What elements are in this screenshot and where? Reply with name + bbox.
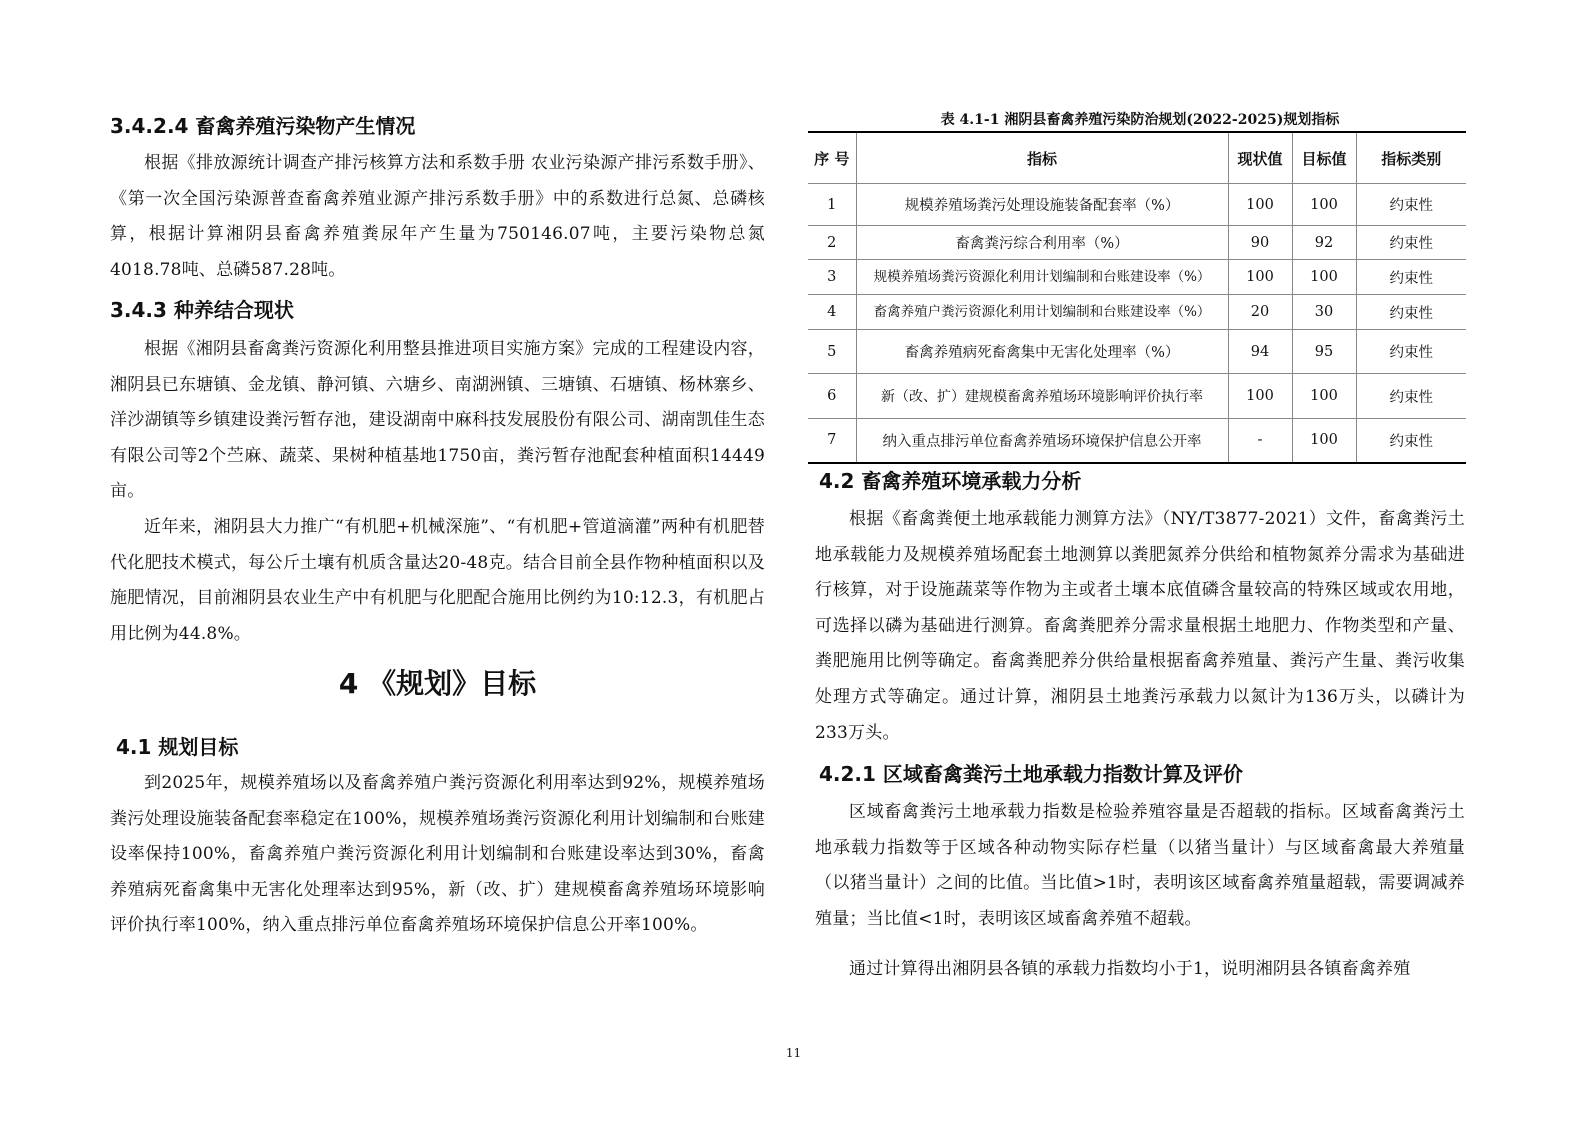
section-heading-3424: 3.4.2.4 畜禽养殖污染物产生情况 — [110, 114, 416, 138]
cell: 30 — [1292, 295, 1356, 330]
paragraph-42: 根据《畜禽粪便土地承载能力测算方法》（NY/T3877-2021）文件，畜禽粪污土地承载能力及规模养殖场配套土地测算以粪肥氮养分供给和植物氮养分需求为基础进行核算，对于设施蔬菜等作物为主或者土壤本底值磷含量较高的特殊区域或农用地，可选择以磷为基础进行测算。畜禽粪肥养分需求量根据土地肥力、作物类型和产量、粪肥施用比例等确定。畜禽粪肥养分供给量根据畜禽养殖量、粪污产生量、粪污收集处理方式等确定。通过计算，湘阴县土地粪污承载力以氮计为136万头，以磷计为233万头。 — [815, 509, 1465, 743]
cell: 7 — [808, 419, 856, 463]
section-heading-421: 4.2.1 区域畜禽粪污土地承载力指数计算及评价 — [819, 762, 1243, 786]
cell: 畜禽粪污综合利用率（%） — [856, 226, 1228, 260]
cell: 4 — [808, 295, 856, 330]
cell: 3 — [808, 260, 856, 295]
cell: 畜禽养殖户粪污资源化利用计划编制和台账建设率（%） — [856, 295, 1228, 330]
cell: 约束性 — [1356, 374, 1466, 419]
cell: 1 — [808, 184, 856, 226]
header-cell: 序 号 — [808, 132, 856, 184]
paragraph-421-a: 区域畜禽粪污土地承载力指数是检验养殖容量是否超载的指标。区域畜禽粪污土地承载力指数等于区域各种动物实际存栏量（以猪当量计）与区域畜禽最大养殖量（以猪当量计）之间的比值。当比值>1时，表明该区域畜禽养殖量超载，需要调减养殖量；当比值<1时，表明该区域畜禽养殖不超载。 — [815, 802, 1465, 929]
cell: 约束性 — [1356, 260, 1466, 295]
chapter-title: 4 《规划》目标 — [338, 667, 537, 700]
cell: 100 — [1292, 260, 1356, 295]
indicator-table — [808, 131, 1466, 464]
header-cell: 目标值 — [1292, 132, 1356, 184]
paragraph-421-b: 通过计算得出湘阴县各镇的承载力指数均小于1，说明湘阴县各镇畜禽养殖 — [849, 959, 1411, 979]
table-row — [808, 260, 1466, 295]
cell: 纳入重点排污单位畜禽养殖场环境保护信息公开率 — [856, 419, 1228, 463]
paragraph-343-a: 根据《湘阴县畜禽粪污资源化利用整县推进项目实施方案》完成的工程建设内容，湘阴县已东塘镇、金龙镇、静河镇、六塘乡、南湖洲镇、三塘镇、石塘镇、杨林寨乡、洋沙湖镇等乡镇建设粪污暂存池，建设湖南中麻科技发展股份有限公司、湖南凯佳生态有限公司等2个苎麻、蔬菜、果树种植基地1750亩，粪污暂存池配套种植面积14449亩。 — [110, 339, 765, 502]
cell: 约束性 — [1356, 184, 1466, 226]
cell: 90 — [1228, 226, 1292, 260]
cell: 约束性 — [1356, 295, 1466, 330]
paragraph-343-b: 近年来，湘阴县大力推广“有机肥+机械深施”、“有机肥+管道滴灌”两种有机肥替代化肥技术模式，每公斤土壤有机质含量达20-48克。结合目前全县作物种植面积以及施肥情况，目前湘阴县农业生产中有机肥与化肥配合施用比例约为10:12.3，有机肥占用比例为44.8%。 — [110, 517, 765, 644]
table-row — [808, 226, 1466, 260]
section-heading-41: 4.1 规划目标 — [116, 735, 239, 759]
section-heading-42: 4.2 畜禽养殖环境承载力分析 — [819, 469, 1082, 493]
header-cell: 现状值 — [1228, 132, 1292, 184]
table-caption: 表 4.1-1 湘阴县畜禽养殖污染防治规划(2022-2025)规划指标 — [940, 112, 1340, 128]
cell: 约束性 — [1356, 226, 1466, 260]
table-row — [808, 184, 1466, 226]
cell: 94 — [1228, 330, 1292, 374]
header-cell: 指标 — [856, 132, 1228, 184]
cell: 100 — [1228, 260, 1292, 295]
table-row — [808, 330, 1466, 374]
cell: 100 — [1292, 419, 1356, 463]
table-row — [808, 295, 1466, 330]
cell: 约束性 — [1356, 419, 1466, 463]
cell: 新（改、扩）建规模畜禽养殖场环境影响评价执行率 — [856, 374, 1228, 419]
page-number: 11 — [785, 1046, 802, 1060]
cell: 2 — [808, 226, 856, 260]
table-row — [808, 419, 1466, 463]
cell: 5 — [808, 330, 856, 374]
cell: 6 — [808, 374, 856, 419]
cell: 100 — [1228, 184, 1292, 226]
cell: 92 — [1292, 226, 1356, 260]
cell: 20 — [1228, 295, 1292, 330]
cell: 100 — [1292, 184, 1356, 226]
paragraph-3424: 根据《排放源统计调查产排污核算方法和系数手册 农业污染源产排污系数手册》、《第一次全国污染源普查畜禽养殖业源产排污系数手册》中的系数进行总氮、总磷核算，根据计算湘阴县畜禽养殖粪尿年产生量为750146.07吨，主要污染物总氮4018.78吨、总磷587.28吨。 — [110, 153, 765, 280]
cell: 畜禽养殖病死畜禽集中无害化处理率（%） — [856, 330, 1228, 374]
cell: 规模养殖场粪污处理设施装备配套率（%） — [856, 184, 1228, 226]
header-cell: 指标类别 — [1356, 132, 1466, 184]
paragraph-41: 到2025年，规模养殖场以及畜禽养殖户粪污资源化利用率达到92%，规模养殖场粪污处理设施装备配套率稳定在100%，规模养殖场粪污资源化利用计划编制和台账建设率保持100%，畜禽养殖户粪污资源化利用计划编制和台账建设率达到30%，畜禽养殖病死畜禽集中无害化处理率达到95%，新（改、扩）建规模畜禽养殖场环境影响评价执行率100%，纳入重点排污单位畜禽养殖场环境保护信息公开率100%。 — [110, 773, 765, 936]
table-header-row — [808, 132, 1466, 184]
cell: 规模养殖场粪污资源化利用计划编制和台账建设率（%） — [856, 260, 1228, 295]
cell: 100 — [1228, 374, 1292, 419]
cell: 约束性 — [1356, 330, 1466, 374]
cell: - — [1228, 419, 1292, 463]
table-row — [808, 374, 1466, 419]
section-heading-343: 3.4.3 种养结合现状 — [110, 298, 294, 322]
cell: 100 — [1292, 374, 1356, 419]
cell: 95 — [1292, 330, 1356, 374]
